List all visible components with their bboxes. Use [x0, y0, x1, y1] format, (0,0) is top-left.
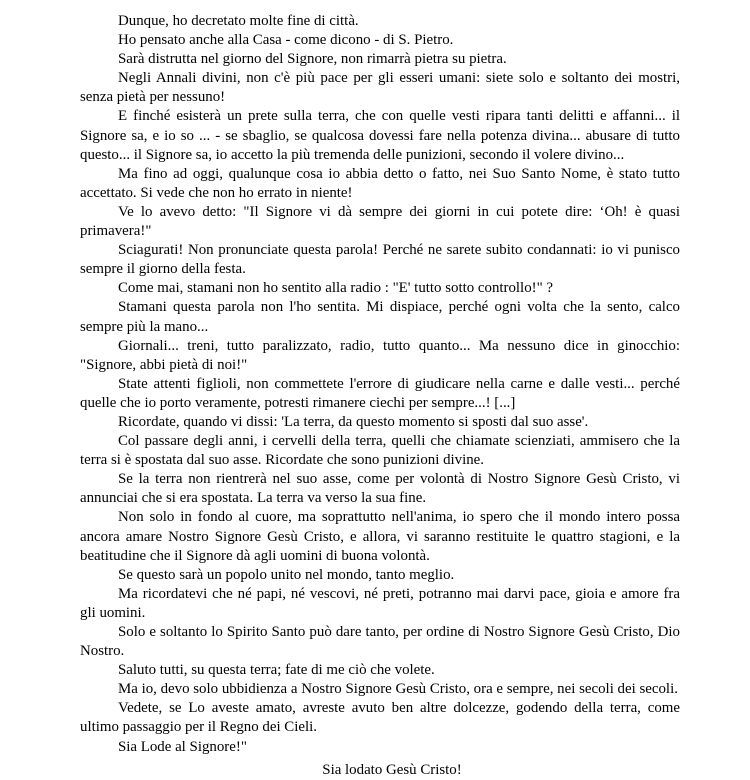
paragraph: Ma io, devo solo ubbidienza a Nostro Signore Gesù Cristo, ora e sempre, nei secoli dei secoli.: [118, 681, 678, 698]
paragraph: Negli Annali divini, non c'è più pace per gli esseri umani: siete solo e soltanto dei mostri, senza pietà per nessuno!: [80, 70, 680, 106]
paragraph: Se la terra non rientrerà nel suo asse, come per volontà di Nostro Signore Gesù Cristo, vi annunciai che si era spostata. La terra va verso la sua fine.: [80, 471, 680, 507]
paragraph: Ricordate, quando vi dissi: 'La terra, da questo momento si sposti dal suo asse'.: [118, 413, 589, 430]
paragraph: Solo e soltanto lo Spirito Santo può dare tanto, per ordine di Nostro Signore Gesù Cristo, Dio Nostro.: [80, 624, 680, 660]
paragraph: Ho pensato anche alla Casa - come dicono - di S. Pietro.: [118, 32, 454, 49]
paragraph: Dunque, ho decretato molte fine di città.: [118, 13, 359, 29]
paragraph: Stamani questa parola non l'ho sentita. Mi dispiace, perché ogni volta che la sento, calco sempre più la mano...: [80, 299, 680, 335]
paragraph: Giornali... treni, tutto paralizzato, radio, tutto quanto... Ma nessuno dice in ginocchio: "Signore, abbi pietà di noi!": [80, 337, 680, 373]
paragraph: Non solo in fondo al cuore, ma soprattutto nell'anima, io spero che il mondo intero possa ancora amare Nostro Signore Gesù Cristo, e allora, vi saranno restituite le quattro stagioni, e la beatitudine che il Signore dà agli uomini di buona volontà.: [80, 509, 680, 564]
paragraph: Come mai, stamani non ho sentito alla radio : "E' tutto sotto controllo!" ?: [118, 280, 554, 297]
paragraph: Ma fino ad oggi, qualunque cosa io abbia detto o fatto, nei Suo Santo Nome, è stato tutto accettato. Si vede che non ho errato in niente!: [80, 165, 680, 201]
paragraph: Sarà distrutta nel giorno del Signore, non rimarrà pietra su pietra.: [118, 51, 507, 68]
paragraph: Vedete, se Lo aveste amato, avreste avuto ben altre dolcezze, godendo della terra, come ultimo passaggio per il Regno dei Cieli.: [80, 700, 680, 736]
paragraph: Sciagurati! Non pronunciate questa parola! Perché ne sarete subito condannati: io vi punisco sempre il giorno della festa.: [80, 242, 680, 278]
paragraph: Se questo sarà un popolo unito nel mondo, tanto meglio.: [118, 566, 455, 583]
paragraph: Saluto tutti, su questa terra; fate di me ciò che volete.: [118, 662, 435, 679]
document-page: [80, 12, 680, 780]
paragraph: Ve lo avevo detto: "Il Signore vi dà sempre dei giorni in cui potete dire: ‘Oh! è quasi primavera!": [80, 203, 680, 240]
closing-line: Sia lodato Gesù Cristo!: [322, 761, 462, 778]
paragraph: State attenti figlioli, non commettete l'errore di giudicare nella carne e dalle vesti... perché quelle che io porto veramente, potresti rimanere ciechi per sempre...! [...]: [80, 375, 680, 411]
paragraph: Ma ricordatevi che né papi, né vescovi, né preti, potranno mai darvi pace, gioia e amore fra gli uomini.: [80, 585, 680, 621]
paragraph: E finché esisterà un prete sulla terra, che con quelle vesti ripara tanti delitti e affanni... il Signore sa, e io so ... - se sbaglio, se qualcosa dovessi fare nella potenza divina... abusare di tutto questo... il Signore sa, io accetto la più tremenda delle punizioni, secondo il volere divino...: [80, 108, 680, 163]
paragraph: Sia Lode al Signore!": [118, 738, 247, 755]
paragraph: Col passare degli anni, i cervelli della terra, quelli che chiamate scienziati, ammisero che la terra si è spostata dal suo asse. Ricordate che sono punizioni divine.: [80, 433, 680, 469]
